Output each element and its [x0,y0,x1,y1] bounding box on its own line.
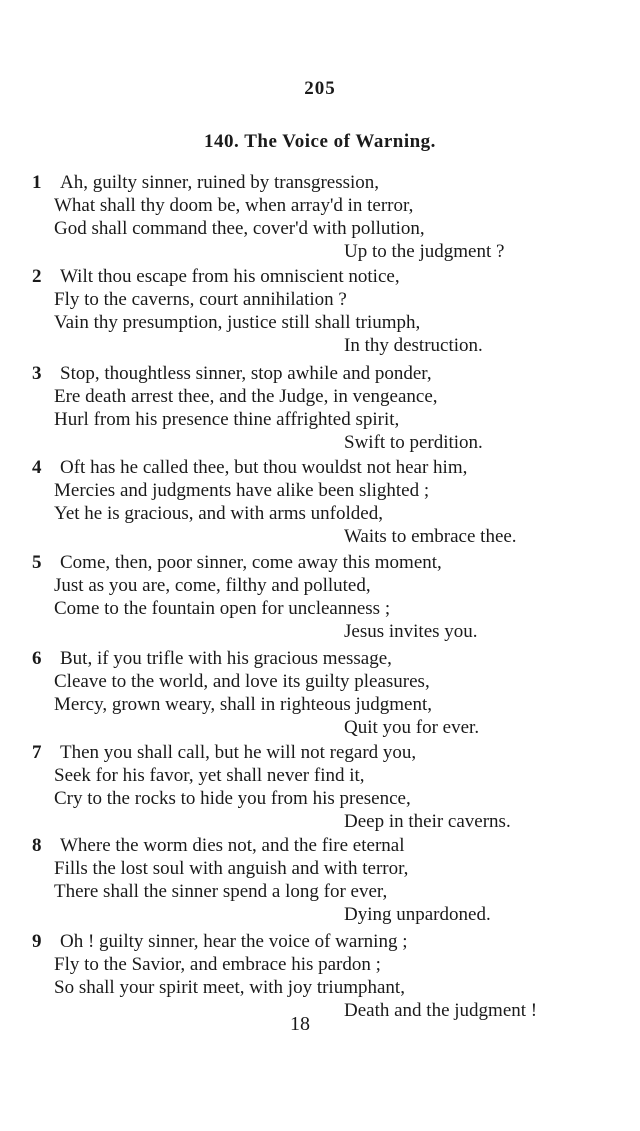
verse-line: What shall thy doom be, when array'd in terror, [54,195,414,216]
verse-line: Where the worm dies not, and the fire eternal [60,835,405,856]
verse-line: Ah, guilty sinner, ruined by transgression, [60,172,380,193]
verse-line: Hurl from his presence thine affrighted spirit, [54,409,400,430]
verse-line: Oft has he called thee, but thou wouldst not hear him, [60,457,468,478]
stanza-9 [32,930,592,1022]
verse-line-refrain: Swift to perdition. [344,432,483,453]
stanza-3 [32,362,592,454]
verse-line-refrain: Up to the judgment ? [344,241,505,262]
stanza-number: 9 [32,931,42,952]
verse-line: There shall the sinner spend a long for ever, [54,881,388,902]
verse-line: Fly to the caverns, court annihilation ? [54,289,347,310]
stanza-5 [32,551,592,643]
stanza-number: 6 [32,648,42,669]
stanza-number: 7 [32,742,42,763]
verse-line: God shall command thee, cover'd with pollution, [54,218,425,239]
verse-line: Come to the fountain open for uncleanness ; [54,598,391,619]
verse-line: But, if you trifle with his gracious message, [60,648,392,669]
stanza-8 [32,834,592,926]
signature-mark: 18 [290,1013,310,1035]
verse-line: Vain thy presumption, justice still shall triumph, [54,312,421,333]
verse-line: Seek for his favor, yet shall never find it, [54,765,365,786]
verse-line-refrain: Quit you for ever. [344,717,480,738]
verse-line: Cleave to the world, and love its guilty pleasures, [54,671,430,692]
verse-line: Wilt thou escape from his omniscient notice, [60,266,400,287]
verse-line-refrain: Dying unpardoned. [344,904,491,925]
verse-line: Fills the lost soul with anguish and with terror, [54,858,409,879]
verse-line-refrain: Waits to embrace thee. [344,526,517,547]
verse-line: Then you shall call, but he will not regard you, [60,742,417,763]
verse-line: Stop, thoughtless sinner, stop awhile and ponder, [60,363,432,384]
verse-line: So shall your spirit meet, with joy triumphant, [54,977,405,998]
stanza-1 [32,171,592,263]
stanza-7 [32,741,592,833]
verse-line: Mercy, grown weary, shall in righteous judgment, [54,694,432,715]
verse-line: Fly to the Savior, and embrace his pardon ; [54,954,381,975]
hymn-title: 140. The Voice of Warning. [204,131,436,152]
stanza-number: 3 [32,363,42,384]
verse-line: Oh ! guilty sinner, hear the voice of warning ; [60,931,408,952]
stanza-4 [32,456,592,548]
verse-line: Ere death arrest thee, and the Judge, in vengeance, [54,386,438,407]
verse-line-refrain: Deep in their caverns. [344,811,511,832]
verse-line: Mercies and judgments have alike been slighted ; [54,480,430,501]
stanza-6 [32,647,592,739]
verse-line: Yet he is gracious, and with arms unfolded, [54,503,383,524]
verse-line-refrain: Jesus invites you. [344,621,478,642]
verse-line: Cry to the rocks to hide you from his presence, [54,788,411,809]
verse-line: Come, then, poor sinner, come away this moment, [60,552,442,573]
stanza-number: 5 [32,552,42,573]
verse-line-refrain: In thy destruction. [344,335,483,356]
stanza-number: 8 [32,835,42,856]
page-number: 205 [304,78,336,99]
stanza-2 [32,265,592,357]
stanza-number: 1 [32,172,42,193]
verse-line-refrain: Death and the judgment ! [344,1000,538,1021]
stanza-number: 4 [32,457,42,478]
stanza-number: 2 [32,266,42,287]
verse-line: Just as you are, come, filthy and polluted, [54,575,371,596]
